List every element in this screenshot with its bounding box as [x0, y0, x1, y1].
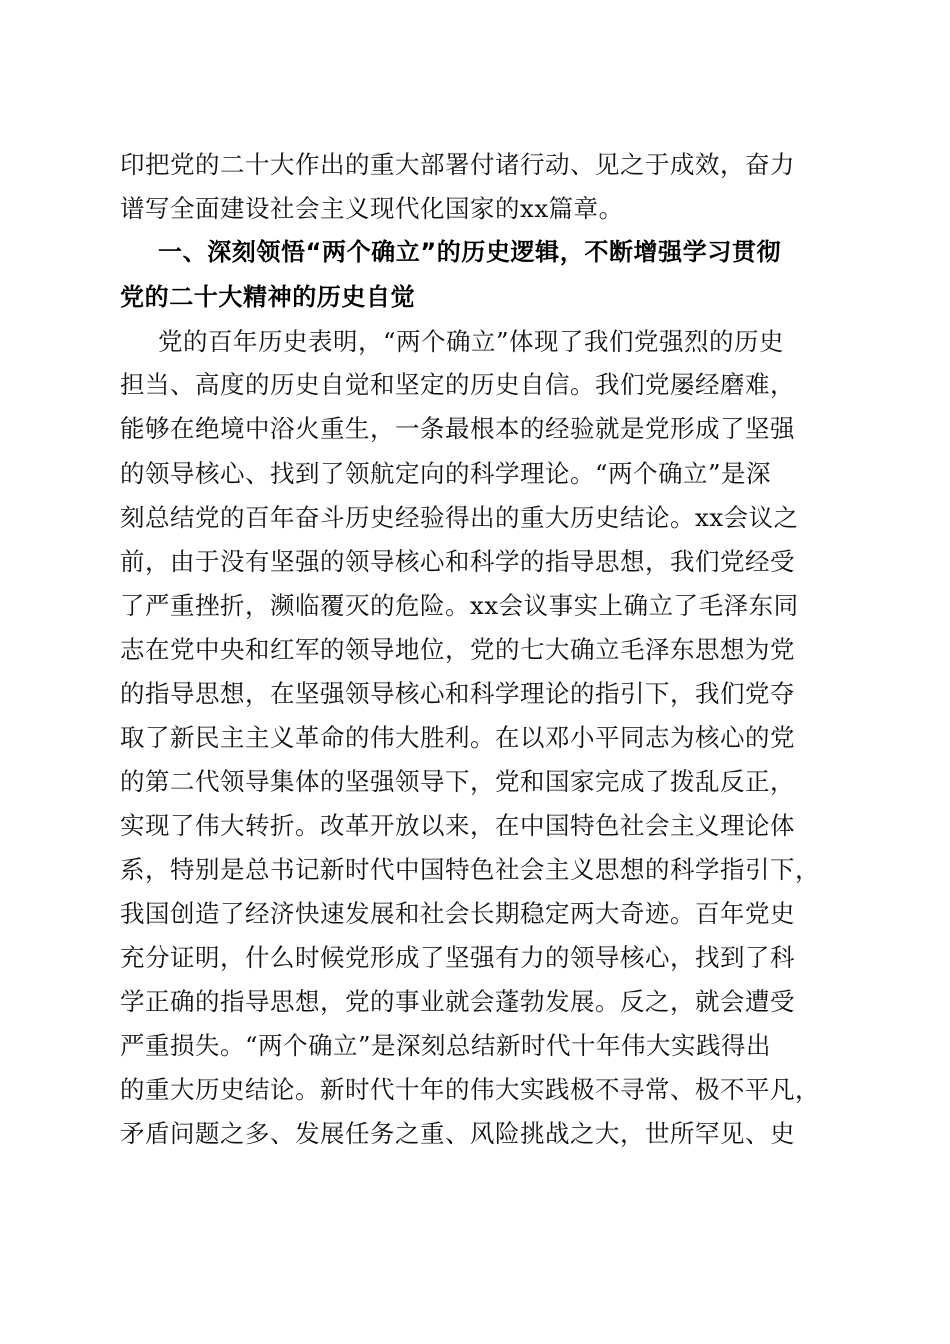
- body-line-6: 的领导核心、找到了领航定向的科学理论。“两个确立”是深: [120, 459, 772, 488]
- body-line-13: 的第二代领导集体的坚强领导下，党和国家完成了拨乱反正，: [120, 767, 795, 796]
- section-heading-line-2: 党的二十大精神的历史自觉: [120, 283, 416, 311]
- body-line-16: 我国创造了经济快速发展和社会长期稳定两大奇迹。百年党史: [120, 899, 795, 928]
- body-line-5: 能够在绝境中浴火重生，一条最根本的经验就是党形成了坚强: [120, 414, 795, 443]
- body-line-1: 印把党的二十大作出的重大部署付诸行动、见之于成效，奋力: [120, 150, 795, 179]
- body-line-3: 党的百年历史表明，“两个确立”体现了我们党强烈的历史: [158, 327, 785, 356]
- body-line-14: 实现了伟大转折。改革开放以来，在中国特色社会主义理论体: [120, 811, 795, 840]
- body-line-20: 的重大历史结论。新时代十年的伟大实践极不寻常、极不平凡，: [120, 1075, 820, 1104]
- body-line-19: 严重损失。“两个确立”是深刻总结新时代十年伟大实践得出: [120, 1031, 772, 1060]
- body-line-10: 志在党中央和红军的领导地位，党的七大确立毛泽东思想为党: [120, 635, 795, 664]
- section-heading-line-1: 一、深刻领悟“两个确立”的历史逻辑，不断增强学习贯彻: [158, 238, 782, 266]
- body-line-11: 的指导思想，在坚强领导核心和科学理论的指引下，我们党夺: [120, 679, 795, 708]
- body-line-18: 学正确的指导思想，党的事业就会蓬勃发展。反之，就会遭受: [120, 987, 795, 1016]
- body-line-2: 谱写全面建设社会主义现代化国家的xx篇章。: [120, 194, 624, 223]
- body-line-7: 刻总结党的百年奋斗历史经验得出的重大历史结论。xx会议之: [120, 503, 799, 532]
- body-line-15: 系，特别是总书记新时代中国特色社会主义思想的科学指引下，: [120, 855, 820, 884]
- body-line-12: 取了新民主主义革命的伟大胜利。在以邓小平同志为核心的党: [120, 723, 795, 752]
- body-line-9: 了严重挫折，濒临覆灭的危险。xx会议事实上确立了毛泽东同: [120, 591, 799, 620]
- body-line-17: 充分证明，什么时候党形成了坚强有力的领导核心，找到了科: [120, 943, 795, 972]
- body-line-21: 矛盾问题之多、发展任务之重、风险挑战之大，世所罕见、史: [120, 1119, 795, 1148]
- body-line-8: 前，由于没有坚强的领导核心和科学的指导思想，我们党经受: [120, 547, 795, 576]
- body-line-4: 担当、高度的历史自觉和坚定的历史自信。我们党屡经磨难，: [120, 370, 795, 399]
